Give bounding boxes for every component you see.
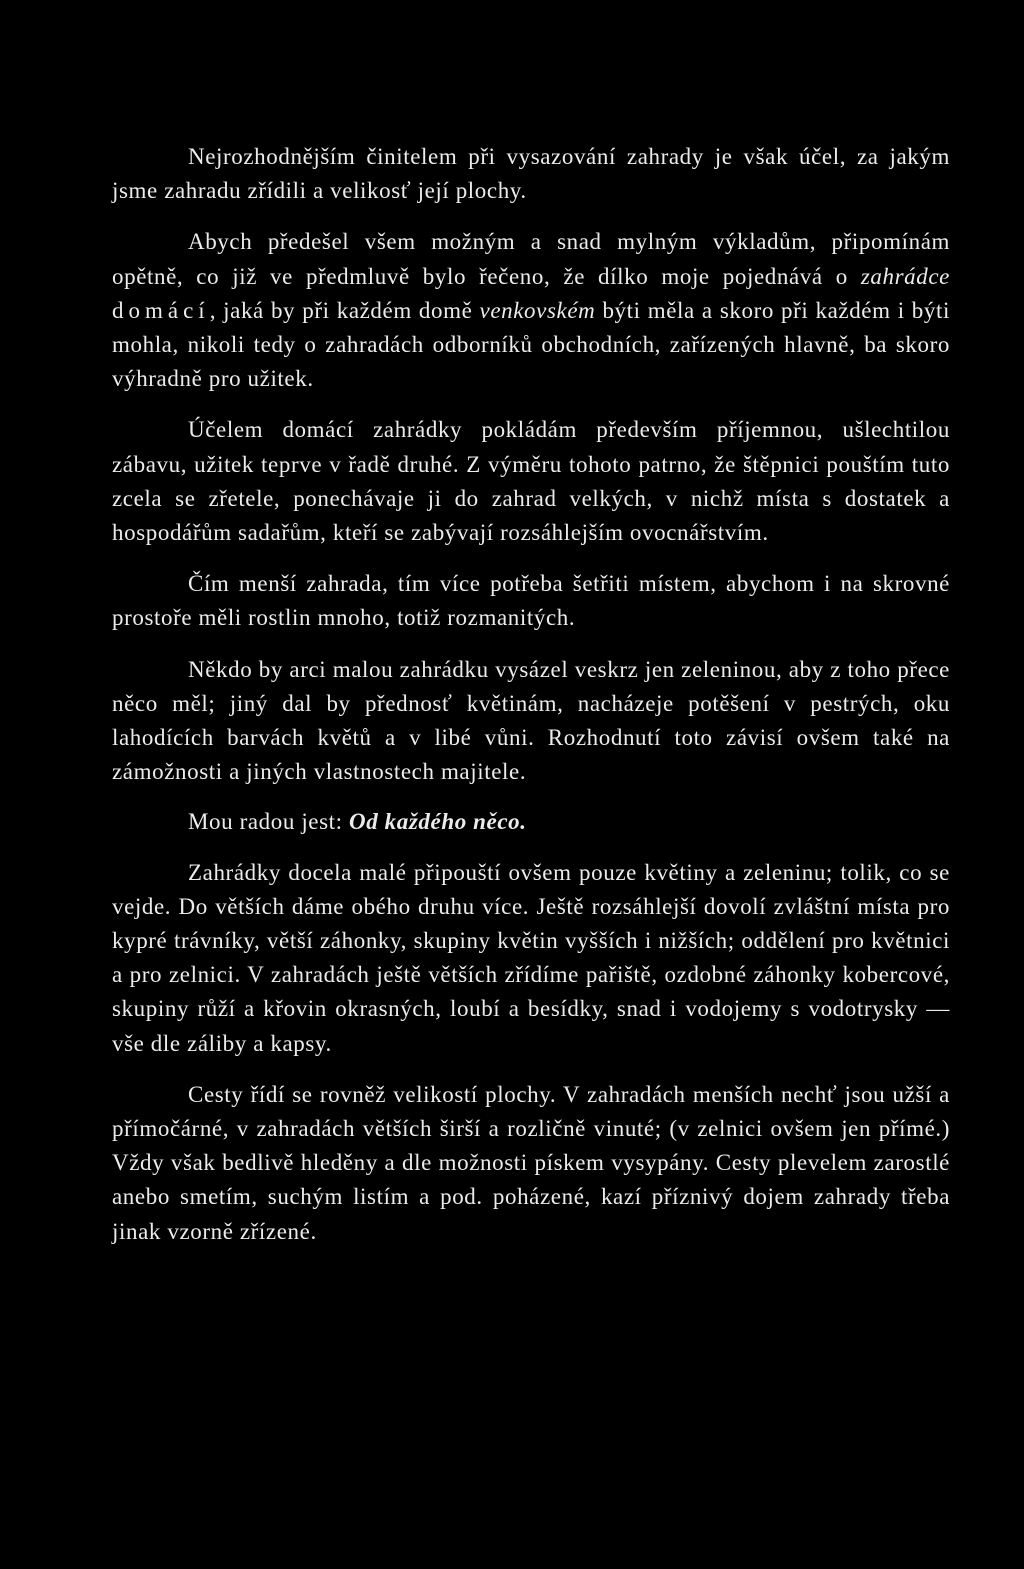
emphasis-zahradce: zahrádce xyxy=(860,263,950,289)
paragraph-explanation-text-2: , jaká by při každém domě xyxy=(209,297,480,323)
emphasis-domaci: domácí xyxy=(112,297,210,323)
paragraph-garden-sizes: Zahrádky docela malé připouští ovšem pouze květiny a zeleninu; tolik, co se vejde. Do větších dáme obého druhu více. Ještě rozsáhlejší dovolí zvláštní místa pro kypré trávníky, větší záhonky, skupiny květin vyšších i nižších; oddělení pro květnici a pro zelnici. V zahradách ještě větších zřídíme pařiště, ozdobné záhonky kobercové, skupiny růží a křovin okrasných, loubí a besídky, snad i vodojemy s vodotrysky — vše dle záliby a kapsy. xyxy=(112,859,950,1056)
paragraph-paths: Cesty řídí se rovněž velikostí plochy. V zahradách menších nechť jsou užší a přímočárné, v zahradách větších širší a rozličně vinuté; (v zelnici ovšem jen přímé.) Vždy však bedlivě hleděny a dle možnosti pískem vysypány. Cesty plevelem zarostlé anebo smetím, suchým listím a pod. poházené, kazí příznivý dojem zahrady třeba jinak vzorně zřízené. xyxy=(112,1081,950,1244)
paragraph-purpose: Nejrozhodnějším činitelem při vysazování zahrady je však účel, za jakým jsme zahradu zřídili a velikosť její plochy. xyxy=(112,144,950,204)
paragraph-choice: Někdo by arci malou zahrádku vysázel veskrz jen zeleninou, aby z toho přece něco měl; jiný dal by přednosť květinám, nacházeje potěšení v pestrých, oku lahodících barvách květů a v libé vůni. Rozhodnutí toto závisí ovšem také na zámožnosti a jiných vlastnostech majitele. xyxy=(112,656,950,785)
paragraph-explanation-text-3: býti měla a skoro při každém i býti mohla, nikoli tedy o zahradách odborníků obchodních, zařízených hlavně, ba skoro výhradně pro užitek. xyxy=(112,297,950,392)
paragraph-small-garden: Čím menší zahrada, tím více potřeba šetřiti místem, abychom i na skrovné prostoře měli rostlin mnoho, totiž rozmanitých. xyxy=(112,571,950,631)
emphasis-od-kazdeho-neco: Od každého něco. xyxy=(349,809,527,835)
paragraph-garden-purpose: Účelem domácí zahrádky pokládám především příjemnou, ušlechtilou zábavu, užitek teprve v řadě druhé. Z výměru tohoto patrno, že štěpnici pouštím tuto zcela se zřetele, ponechávaje ji do zahrad velkých, v nichž místa s dostatek a hospodářům sadařům, kteří se zabývají rozsáhlejším ovocnářstvím. xyxy=(112,417,950,546)
document-page xyxy=(112,140,950,1266)
paragraph-explanation-text-1: Abych předešel všem možným a snad mylným výkladům, připomínám opětně, co již ve předmluvě bylo řečeno, že dílko moje pojednává o xyxy=(112,229,950,289)
paragraph-explanation xyxy=(112,225,950,396)
paragraph-advice xyxy=(112,805,950,839)
emphasis-venkovskem: venkovském xyxy=(479,297,596,323)
paragraph-advice-text: Mou radou jest: xyxy=(188,809,349,835)
